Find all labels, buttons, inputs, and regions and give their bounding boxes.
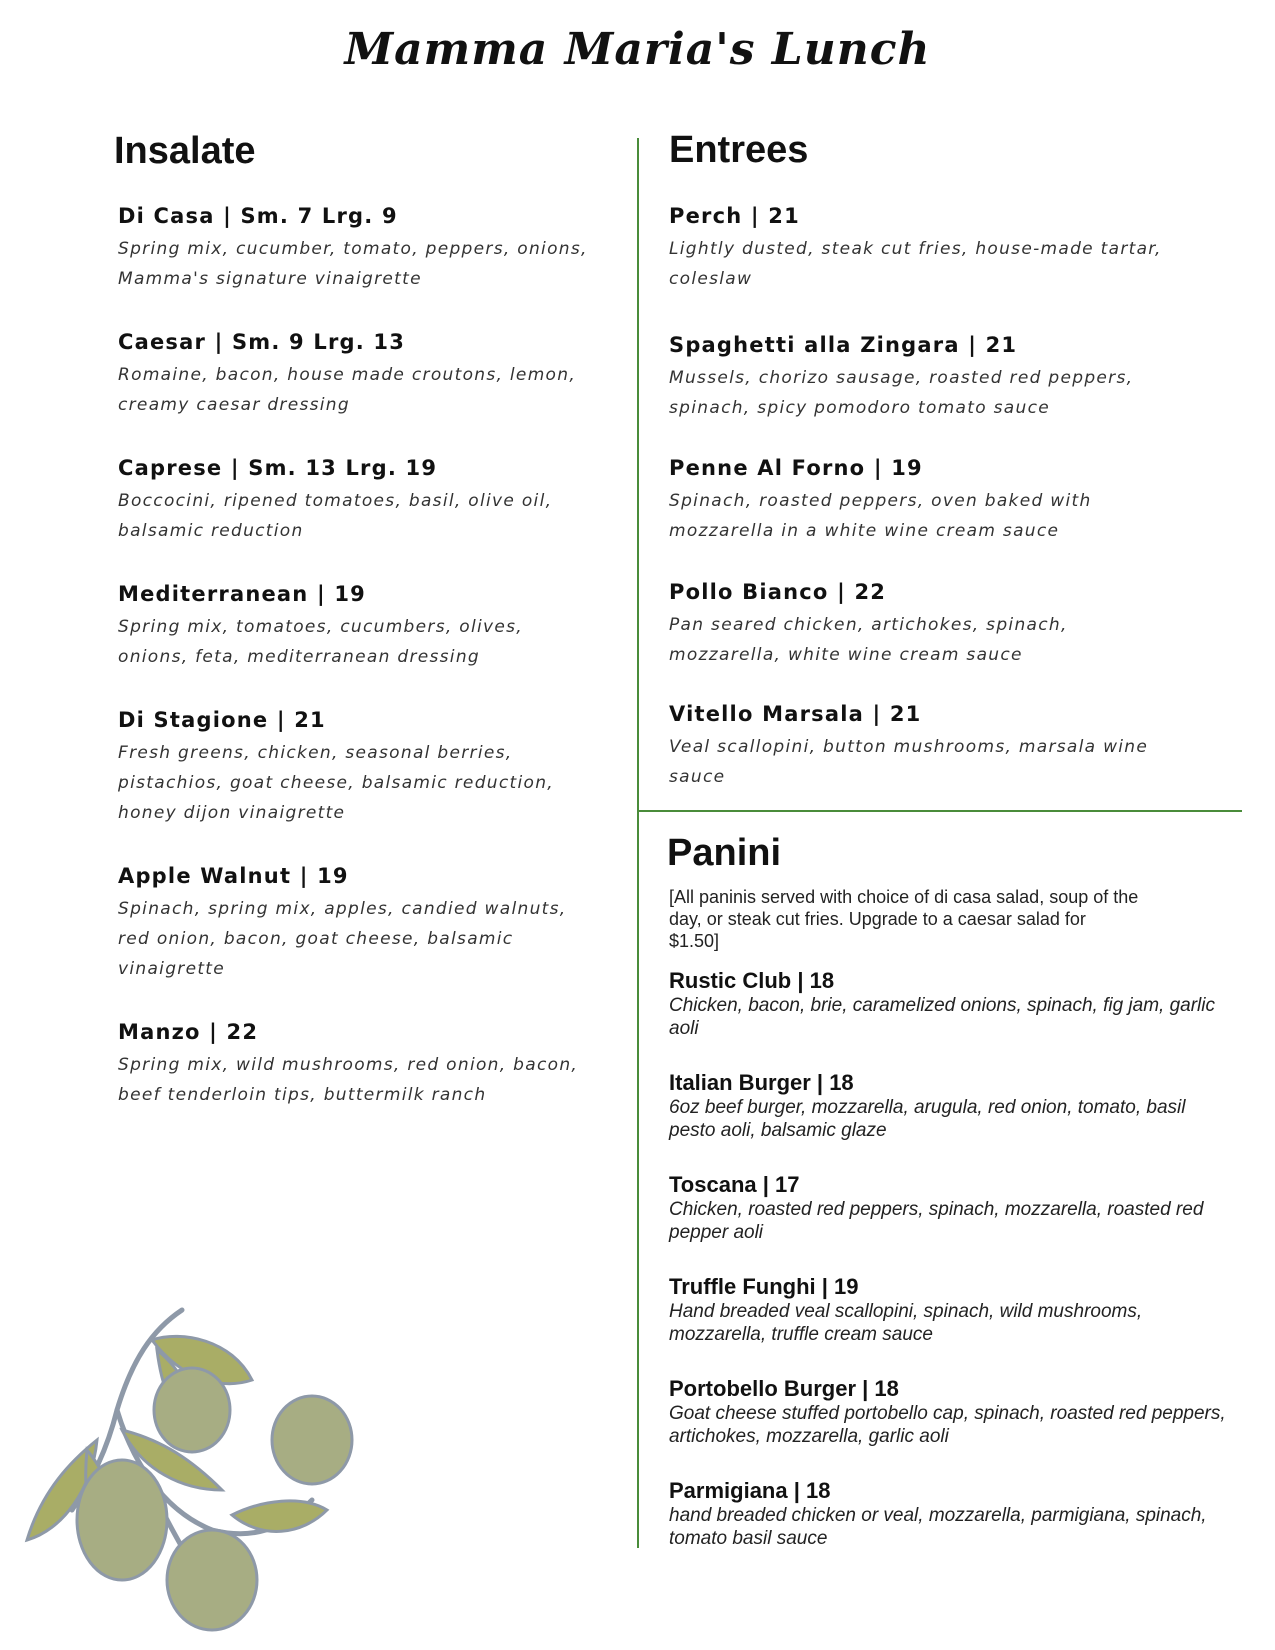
item-description: Boccocini, ripened tomatoes, basil, olive oil, balsamic reduction xyxy=(118,491,553,541)
item-name: Mediterranean | 19 xyxy=(118,582,366,606)
menu-title: Mamma Maria's Lunch xyxy=(344,24,931,75)
item-name: Apple Walnut | 19 xyxy=(118,864,349,888)
item-name: Caprese | Sm. 13 Lrg. 19 xyxy=(118,456,438,480)
menu-item xyxy=(118,330,598,420)
menu-item xyxy=(118,1020,598,1110)
item-description: Spring mix, tomatoes, cucumbers, olives, onions, feta, mediterranean dressing xyxy=(118,617,523,667)
item-description: Goat cheese stuffed portobello cap, spinach, roasted red peppers, artichokes, mozzarella, garlic aoli xyxy=(669,1403,1226,1447)
menu-item xyxy=(118,864,598,984)
item-description: Pan seared chicken, artichokes, spinach, mozzarella, white wine cream sauce xyxy=(669,615,1068,665)
menu-item xyxy=(118,456,598,546)
item-name: Vitello Marsala | 21 xyxy=(669,702,922,726)
item-description: Spring mix, wild mushrooms, red onion, bacon, beef tenderloin tips, buttermilk ranch xyxy=(118,1055,579,1105)
item-description: Spring mix, cucumber, tomato, peppers, onions, Mamma's signature vinaigrette xyxy=(118,239,588,289)
item-name: Rustic Club | 18 xyxy=(669,968,835,993)
item-description: hand breaded chicken or veal, mozzarella, parmigiana, spinach, tomato basil sauce xyxy=(669,1505,1207,1549)
section-divider xyxy=(637,810,1242,812)
item-description: Fresh greens, chicken, seasonal berries, pistachios, goat cheese, balsamic reduction, honey dijon vinaigrette xyxy=(118,743,554,823)
olive-branch-icon xyxy=(12,1300,372,1640)
item-name: Di Stagione | 21 xyxy=(118,708,326,732)
item-description: Hand breaded veal scallopini, spinach, wild mushrooms, mozzarella, truffle cream sauce xyxy=(669,1301,1143,1345)
menu-item xyxy=(669,580,1169,670)
menu-item xyxy=(669,1376,1229,1448)
item-name: Di Casa | Sm. 7 Lrg. 9 xyxy=(118,204,398,228)
item-description: Chicken, bacon, brie, caramelized onions, spinach, fig jam, garlic aoli xyxy=(669,995,1215,1039)
entrees-heading: Entrees xyxy=(669,129,809,171)
item-name: Spaghetti alla Zingara | 21 xyxy=(669,333,1018,357)
menu-item xyxy=(118,204,598,294)
panini-heading: Panini xyxy=(667,832,782,874)
item-description: Spinach, roasted peppers, oven baked with mozzarella in a white wine cream sauce xyxy=(669,491,1092,541)
item-name: Perch | 21 xyxy=(669,204,800,228)
menu-item xyxy=(669,204,1169,294)
item-name: Caesar | Sm. 9 Lrg. 13 xyxy=(118,330,406,354)
column-divider xyxy=(637,138,639,1548)
menu-item xyxy=(669,1274,1229,1346)
item-name: Toscana | 17 xyxy=(669,1172,800,1197)
menu-item xyxy=(669,1172,1229,1244)
menu-item xyxy=(669,1070,1229,1142)
item-name: Parmigiana | 18 xyxy=(669,1478,831,1503)
item-name: Pollo Bianco | 22 xyxy=(669,580,887,604)
panini-note: [All paninis served with choice of di casa salad, soup of the day, or steak cut fries. Upgrade to a caesar salad for $1.50] xyxy=(669,887,1139,951)
item-description: Mussels, chorizo sausage, roasted red peppers, spinach, spicy pomodoro tomato sauce xyxy=(669,368,1134,418)
item-name: Italian Burger | 18 xyxy=(669,1070,854,1095)
item-description: 6oz beef burger, mozzarella, arugula, red onion, tomato, basil pesto aoli, balsamic glaze xyxy=(669,1097,1186,1141)
item-name: Manzo | 22 xyxy=(118,1020,259,1044)
menu-item xyxy=(118,582,598,672)
menu-item xyxy=(669,333,1169,423)
item-description: Chicken, roasted red peppers, spinach, mozzarella, roasted red pepper aoli xyxy=(669,1199,1204,1243)
menu-item xyxy=(669,456,1169,546)
menu-item xyxy=(669,1478,1229,1550)
item-name: Portobello Burger | 18 xyxy=(669,1376,899,1401)
menu-item xyxy=(118,708,598,828)
item-description: Lightly dusted, steak cut fries, house-made tartar, coleslaw xyxy=(669,239,1162,289)
item-description: Spinach, spring mix, apples, candied walnuts, red onion, bacon, goat cheese, balsamic vinaigrette xyxy=(118,899,567,979)
item-description: Veal scallopini, button mushrooms, marsala wine sauce xyxy=(669,737,1149,787)
item-name: Penne Al Forno | 19 xyxy=(669,456,923,480)
menu-item xyxy=(669,968,1229,1040)
menu-item xyxy=(669,702,1169,792)
item-name: Truffle Funghi | 19 xyxy=(669,1274,859,1299)
insalate-heading: Insalate xyxy=(114,130,256,172)
item-description: Romaine, bacon, house made croutons, lemon, creamy caesar dressing xyxy=(118,365,577,415)
